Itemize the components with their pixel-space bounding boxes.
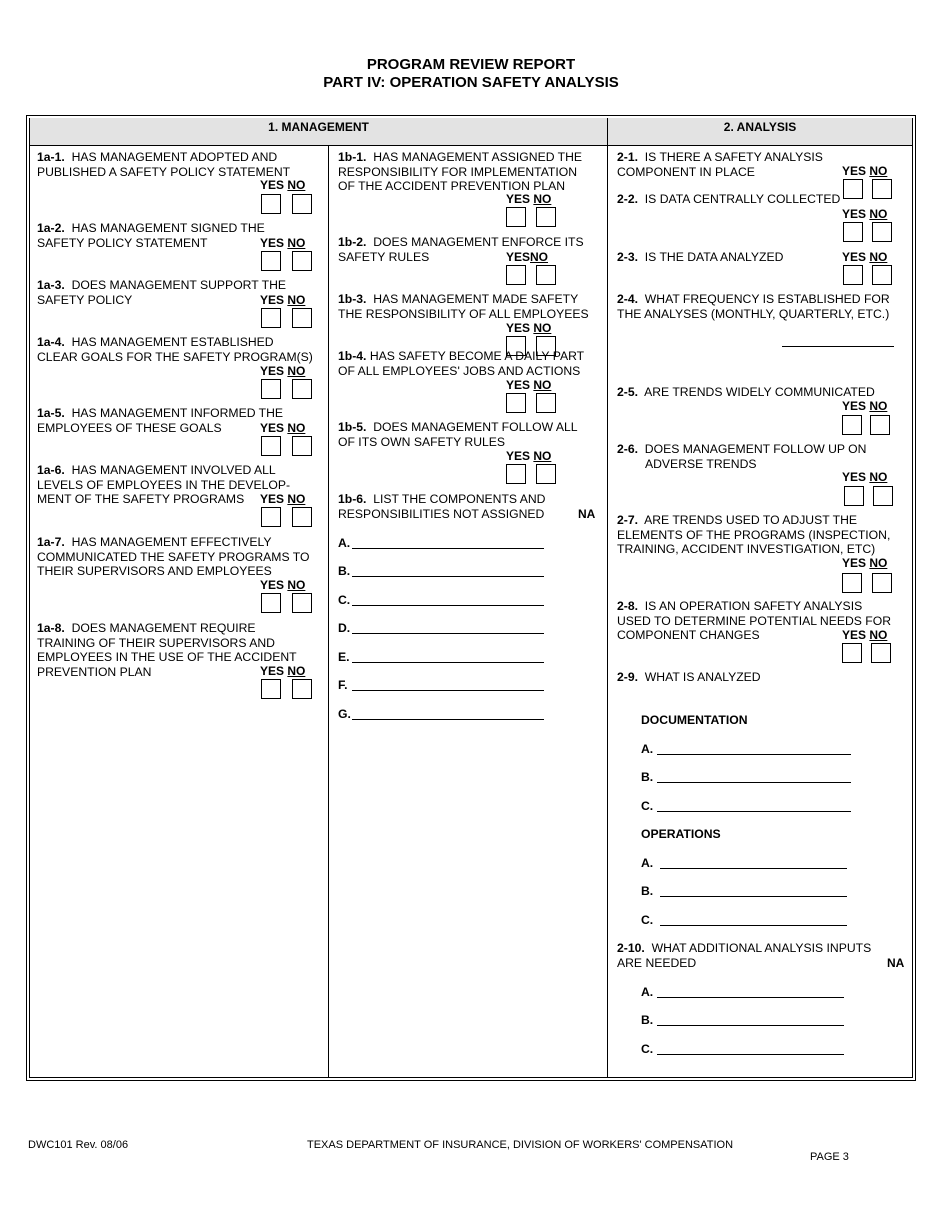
yes-checkbox[interactable] xyxy=(506,464,526,484)
yes-no-label: YES NO xyxy=(842,556,888,570)
page-number: PAGE 3 xyxy=(810,1151,849,1163)
question-1a-4: 1a-4. HAS MANAGEMENT ESTABLISHED CLEAR GOALS FOR THE SAFETY PROGRAM(S) xyxy=(37,335,313,364)
yes-no-label: YES NO xyxy=(506,378,552,392)
yes-checkbox[interactable] xyxy=(261,679,281,699)
no-checkbox[interactable] xyxy=(871,643,891,663)
section-header-analysis: 2. ANALYSIS xyxy=(608,118,912,146)
yes-no-label: YES NO xyxy=(842,207,888,221)
yes-checkbox[interactable] xyxy=(261,308,281,328)
blank-line[interactable] xyxy=(352,605,544,606)
blank-label: E. xyxy=(338,650,350,664)
yes-no-label: YES NO xyxy=(842,628,888,642)
blank-label: A. xyxy=(338,536,351,550)
frequency-answer-line[interactable] xyxy=(782,346,894,347)
no-checkbox[interactable] xyxy=(292,507,312,527)
blank-line[interactable] xyxy=(657,754,851,755)
question-1a-5: 1a-5. HAS MANAGEMENT INFORMED THE EMPLOYEES OF THESE GOALS xyxy=(37,406,284,435)
question-1a-8: 1a-8. DOES MANAGEMENT REQUIRE TRAINING OF THEIR SUPERVISORS AND EMPLOYEES IN THE USE OF THE ACCIDENT PREVENTION PLAN xyxy=(37,621,297,679)
yes-no-label: YES NO xyxy=(260,293,306,307)
blank-line[interactable] xyxy=(352,548,544,549)
blank-label: C. xyxy=(641,1042,654,1056)
blank-line[interactable] xyxy=(657,811,851,812)
no-checkbox[interactable] xyxy=(536,265,556,285)
question-1a-7: 1a-7. HAS MANAGEMENT EFFECTIVELY COMMUNICATED THE SAFETY PROGRAMS TO THEIR SUPERVISORS AND EMPLOYEES xyxy=(37,535,310,578)
column-divider xyxy=(328,146,329,1078)
question-1a-2: 1a-2. HAS MANAGEMENT SIGNED THE SAFETY POLICY STATEMENT xyxy=(37,221,265,250)
blank-label: C. xyxy=(338,593,351,607)
report-title: PROGRAM REVIEW REPORT xyxy=(366,56,576,73)
yes-checkbox[interactable] xyxy=(261,251,281,271)
no-checkbox[interactable] xyxy=(292,593,312,613)
yes-checkbox[interactable] xyxy=(506,265,526,285)
blank-line[interactable] xyxy=(352,690,544,691)
agency-name: TEXAS DEPARTMENT OF INSURANCE, DIVISION OF WORKERS' COMPENSATION xyxy=(307,1139,734,1151)
no-checkbox[interactable] xyxy=(292,436,312,456)
na-label: NA xyxy=(578,507,596,521)
yes-no-label: YES NO xyxy=(842,250,888,264)
yes-no-label: YES NO xyxy=(260,236,306,250)
no-checkbox[interactable] xyxy=(292,308,312,328)
question-2-6: 2-6. DOES MANAGEMENT FOLLOW UP ON ADVERSE TRENDS xyxy=(617,442,867,471)
no-checkbox[interactable] xyxy=(872,179,892,199)
blank-line[interactable] xyxy=(352,576,544,577)
question-1b-1: 1b-1. HAS MANAGEMENT ASSIGNED THE RESPONSIBILITY FOR IMPLEMENTATION OF THE ACCIDENT PREVENTION PLAN xyxy=(338,150,583,193)
no-checkbox[interactable] xyxy=(872,222,892,242)
yes-no-label: YES NO xyxy=(842,164,888,178)
section-header-management: 1. MANAGEMENT xyxy=(30,118,607,146)
yes-checkbox[interactable] xyxy=(844,486,864,506)
no-checkbox[interactable] xyxy=(536,393,556,413)
question-1a-3: 1a-3. DOES MANAGEMENT SUPPORT THE SAFETY POLICY xyxy=(37,278,287,307)
question-1b-3: 1b-3. HAS MANAGEMENT MADE SAFETY THE RESPONSIBILITY OF ALL EMPLOYEES xyxy=(338,292,589,321)
yes-checkbox[interactable] xyxy=(843,179,863,199)
yes-no-label: YES NO xyxy=(842,470,888,484)
operations-heading: OPERATIONS xyxy=(641,827,721,841)
blank-line[interactable] xyxy=(352,633,544,634)
question-2-8: 2-8. IS AN OPERATION SAFETY ANALYSIS USED TO DETERMINE POTENTIAL NEEDS FOR COMPONENT CHANGES xyxy=(617,599,892,642)
no-checkbox[interactable] xyxy=(292,679,312,699)
question-2-10: 2-10. WHAT ADDITIONAL ANALYSIS INPUTS ARE NEEDED xyxy=(617,941,872,970)
no-checkbox[interactable] xyxy=(872,573,892,593)
yes-checkbox[interactable] xyxy=(261,379,281,399)
yes-no-label: YES NO xyxy=(506,192,552,206)
yes-checkbox[interactable] xyxy=(842,573,862,593)
blank-label: C. xyxy=(641,913,654,927)
yes-no-label: YES NO xyxy=(260,492,306,506)
na-label: NA xyxy=(887,956,905,970)
blank-label: A. xyxy=(641,742,654,756)
blank-label: D. xyxy=(338,621,351,635)
question-2-5: 2-5. ARE TRENDS WIDELY COMMUNICATED xyxy=(617,385,875,399)
no-checkbox[interactable] xyxy=(292,251,312,271)
column-divider xyxy=(607,118,608,1078)
blank-label: B. xyxy=(641,884,654,898)
no-checkbox[interactable] xyxy=(292,379,312,399)
yes-checkbox[interactable] xyxy=(843,265,863,285)
question-1a-6: 1a-6. HAS MANAGEMENT INVOLVED ALL LEVELS OF EMPLOYEES IN THE DEVELOP- MENT OF THE SAFETY PROGRAMS xyxy=(37,463,291,506)
report-subtitle: PART IV: OPERATION SAFETY ANALYSIS xyxy=(323,74,619,91)
yes-no-label: YES NO xyxy=(506,321,552,335)
yes-checkbox[interactable] xyxy=(261,593,281,613)
yes-checkbox[interactable] xyxy=(842,643,862,663)
yes-no-label: YES NO xyxy=(842,399,888,413)
yes-no-label: YES NO xyxy=(260,178,306,192)
blank-line[interactable] xyxy=(657,782,851,783)
blank-line[interactable] xyxy=(657,997,844,998)
question-1b-2: 1b-2. DOES MANAGEMENT ENFORCE ITS SAFETY RULES xyxy=(338,235,584,264)
blank-label: G. xyxy=(338,707,351,721)
blank-line[interactable] xyxy=(352,719,544,720)
blank-label: F. xyxy=(338,678,348,692)
yes-checkbox[interactable] xyxy=(261,507,281,527)
no-checkbox[interactable] xyxy=(872,265,892,285)
question-2-9: 2-9. WHAT IS ANALYZED xyxy=(617,670,761,684)
yes-no-label: YES NO xyxy=(260,421,306,435)
yes-checkbox[interactable] xyxy=(506,393,526,413)
question-1a-1: 1a-1. HAS MANAGEMENT ADOPTED AND PUBLISHED A SAFETY POLICY STATEMENT xyxy=(37,150,291,179)
no-checkbox[interactable] xyxy=(292,194,312,214)
question-2-4: 2-4. WHAT FREQUENCY IS ESTABLISHED FOR THE ANALYSES (MONTHLY, QUARTERLY, ETC.) xyxy=(617,292,890,321)
yes-checkbox[interactable] xyxy=(261,436,281,456)
yes-checkbox[interactable] xyxy=(261,194,281,214)
blank-label: C. xyxy=(641,799,654,813)
blank-label: B. xyxy=(641,770,654,784)
question-2-1: 2-1. IS THERE A SAFETY ANALYSIS COMPONENT IN PLACE xyxy=(617,150,823,179)
yes-checkbox[interactable] xyxy=(842,415,862,435)
yes-no-label: YES NO xyxy=(260,578,306,592)
no-checkbox[interactable] xyxy=(536,207,556,227)
blank-line[interactable] xyxy=(657,1025,844,1026)
question-2-7: 2-7. ARE TRENDS USED TO ADJUST THE ELEMENTS OF THE PROGRAMS (INSPECTION, TRAINING, ACCIDENT INVESTIGATION, ETC) xyxy=(617,513,891,556)
blank-label: B. xyxy=(641,1013,654,1027)
form-number: DWC101 Rev. 08/06 xyxy=(28,1139,129,1151)
blank-label: A. xyxy=(641,856,654,870)
yes-checkbox[interactable] xyxy=(506,207,526,227)
blank-line[interactable] xyxy=(660,925,847,926)
yes-no-label: YES NO xyxy=(506,449,552,463)
question-1b-4: 1b-4. HAS SAFETY BECOME A DAILY PART OF ALL EMPLOYEES' JOBS AND ACTIONS xyxy=(338,349,585,378)
blank-line[interactable] xyxy=(352,662,544,663)
question-1b-6: 1b-6. LIST THE COMPONENTS AND RESPONSIBILITIES NOT ASSIGNED xyxy=(338,492,546,521)
no-checkbox[interactable] xyxy=(870,415,890,435)
yes-no-label: YESNO xyxy=(506,250,549,264)
blank-line[interactable] xyxy=(660,868,847,869)
blank-line[interactable] xyxy=(657,1054,844,1055)
no-checkbox[interactable] xyxy=(536,464,556,484)
question-1b-5: 1b-5. DOES MANAGEMENT FOLLOW ALL OF ITS OWN SAFETY RULES xyxy=(338,420,578,449)
yes-no-label: YES NO xyxy=(260,664,306,678)
blank-label: A. xyxy=(641,985,654,999)
no-checkbox[interactable] xyxy=(873,486,893,506)
documentation-heading: DOCUMENTATION xyxy=(641,713,748,727)
blank-label: B. xyxy=(338,564,351,578)
yes-checkbox[interactable] xyxy=(843,222,863,242)
question-2-3: 2-3. IS THE DATA ANALYZED xyxy=(617,250,784,264)
yes-no-label: YES NO xyxy=(260,364,306,378)
question-2-2: 2-2. IS DATA CENTRALLY COLLECTED xyxy=(617,192,841,206)
blank-line[interactable] xyxy=(660,896,847,897)
